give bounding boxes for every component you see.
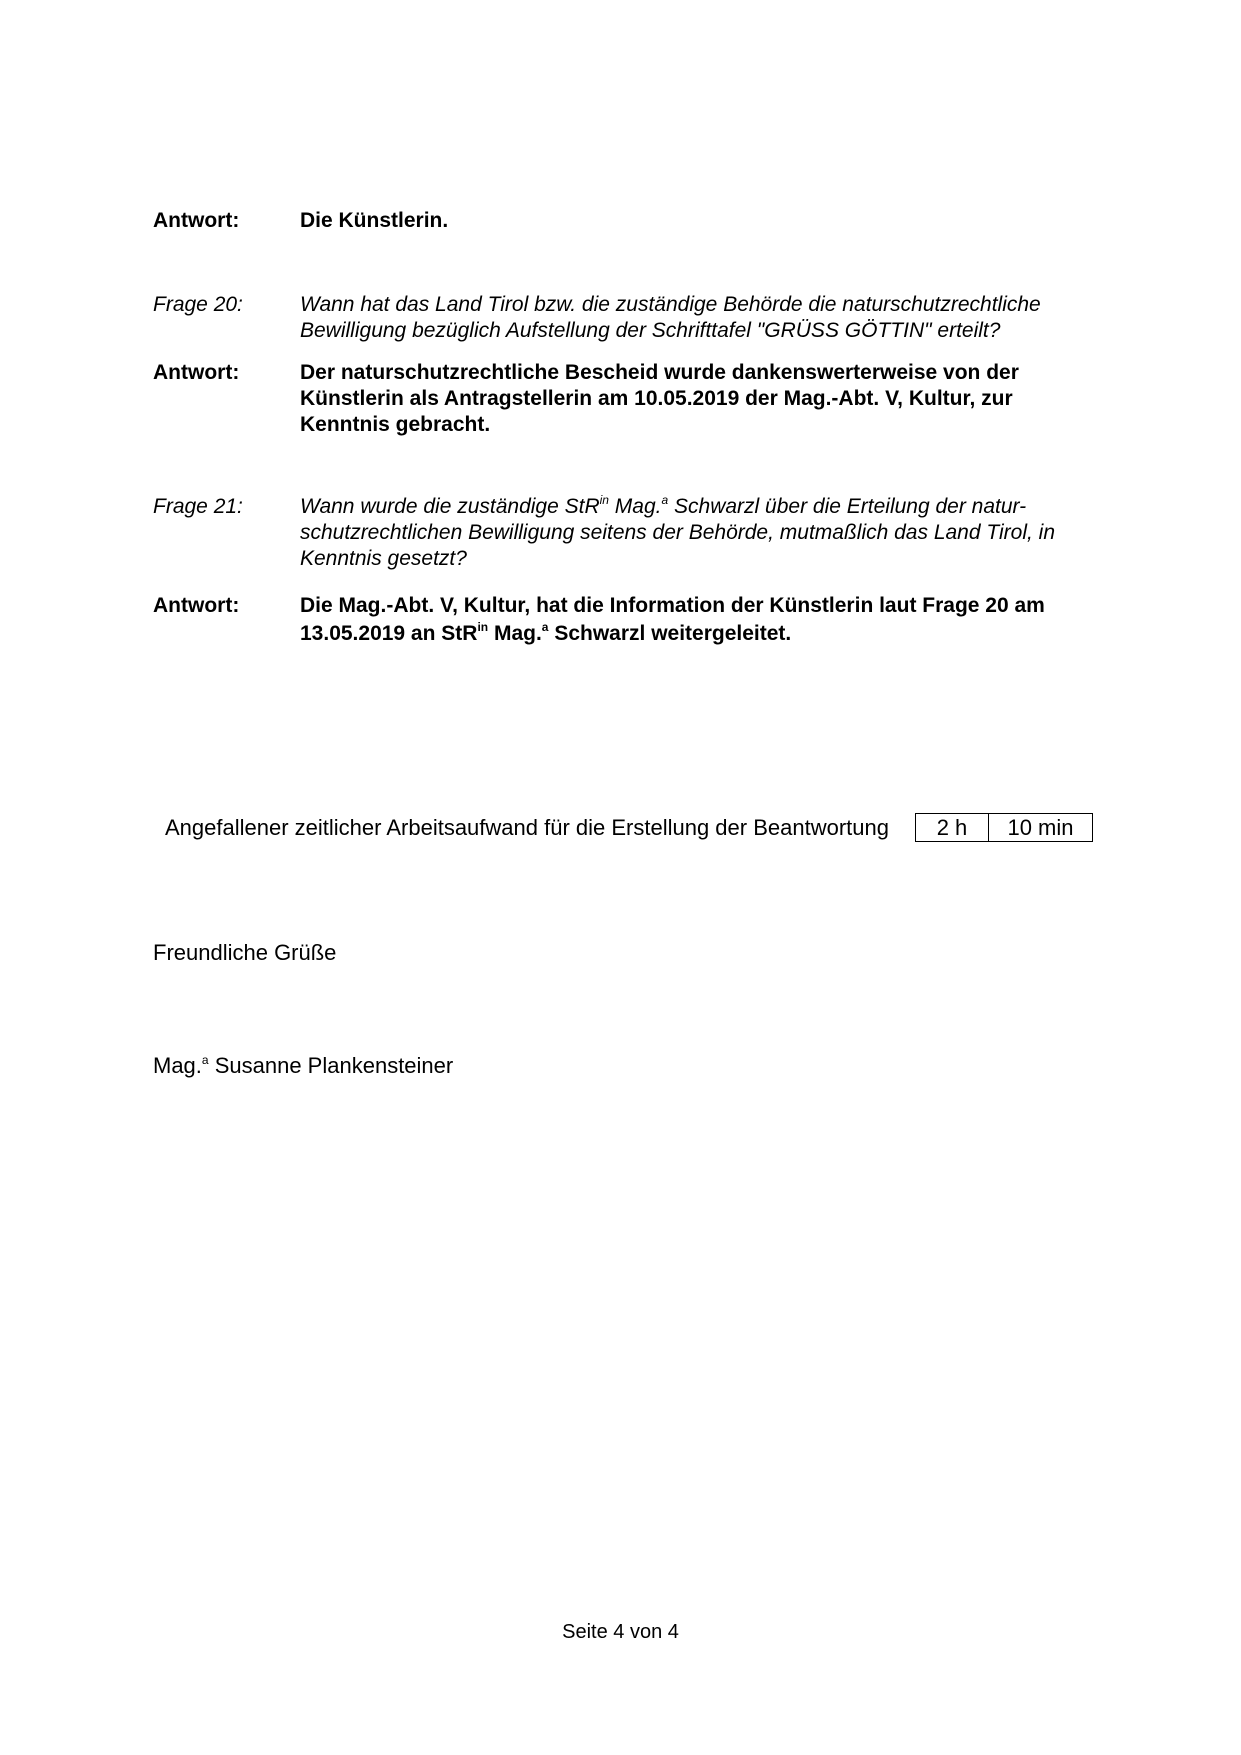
text-run: Schwarzl über die Erteilung der natur-: [668, 495, 1027, 518]
effort-row: [165, 813, 1093, 842]
superscript: in: [599, 493, 609, 507]
question-line: Kenntnis gesetzt?: [300, 547, 467, 570]
answer-line: Künstlerin als Antragstellerin am 10.05.2019 der Mag.-Abt. V, Kultur, zur: [300, 387, 1013, 410]
answer-line: Der naturschutzrechtliche Bescheid wurde dankenswerterweise von der: [300, 361, 1019, 384]
question-line: [300, 494, 1133, 520]
effort-label: Angefallener zeitlicher Arbeitsaufwand für die Erstellung der Beantwortung: [165, 814, 889, 840]
answer-text: Die Künstlerin.: [300, 209, 449, 232]
superscript: a: [541, 620, 549, 634]
question-line: Bewilligung bezüglich Aufstellung der Schrifttafel "GRÜSS GÖTTIN" erteilt?: [300, 319, 1001, 342]
effort-minutes: 10 min: [1007, 814, 1074, 840]
question-line: Wann hat das Land Tirol bzw. die zuständige Behörde die naturschutzrechtliche: [300, 293, 1041, 316]
text-run: Schwarzl weitergeleitet.: [548, 622, 792, 645]
text-run: Mag.: [488, 622, 542, 645]
signature-name: [153, 1052, 453, 1080]
text-run: Mag.: [608, 495, 662, 518]
closing-greeting: Freundliche Grüße: [153, 940, 337, 965]
text-run: 13.05.2019 an StR: [300, 622, 478, 645]
question-text: [300, 292, 1133, 344]
question-text: [300, 494, 1133, 572]
effort-table: [915, 813, 1093, 842]
answer-20: [153, 360, 1133, 438]
question-21: [153, 494, 1133, 572]
answer-line: Die Mag.-Abt. V, Kultur, hat die Information der Künstlerin laut Frage 20 am: [300, 594, 1045, 617]
text-run: Wann wurde die zuständige StR: [300, 495, 600, 518]
superscript: a: [661, 493, 669, 507]
answer-text: [300, 360, 1133, 438]
answer-line: [300, 620, 1133, 648]
question-label: Frage 20:: [153, 293, 243, 316]
superscript: in: [477, 620, 489, 634]
name-text: Susanne Plankensteiner: [208, 1053, 454, 1078]
effort-hours: 2 h: [916, 814, 989, 841]
answer-label: Antwort:: [153, 361, 240, 384]
answer-label: Antwort:: [153, 594, 240, 617]
question-20: [153, 292, 1133, 344]
answer-label: Antwort:: [153, 209, 240, 232]
answer-line: Kenntnis gebracht.: [300, 413, 491, 436]
answer-21: [153, 592, 1133, 648]
question-label: Frage 21:: [153, 495, 243, 518]
question-line: schutzrechtlichen Bewilligung seitens der Behörde, mutmaßlich das Land Tirol, in: [300, 521, 1056, 544]
answer-19: [153, 208, 1133, 234]
answer-text: [300, 592, 1133, 648]
superscript: a: [201, 1053, 209, 1067]
title-text: Mag.: [153, 1053, 202, 1078]
page-number: Seite 4 von 4: [562, 1621, 679, 1643]
